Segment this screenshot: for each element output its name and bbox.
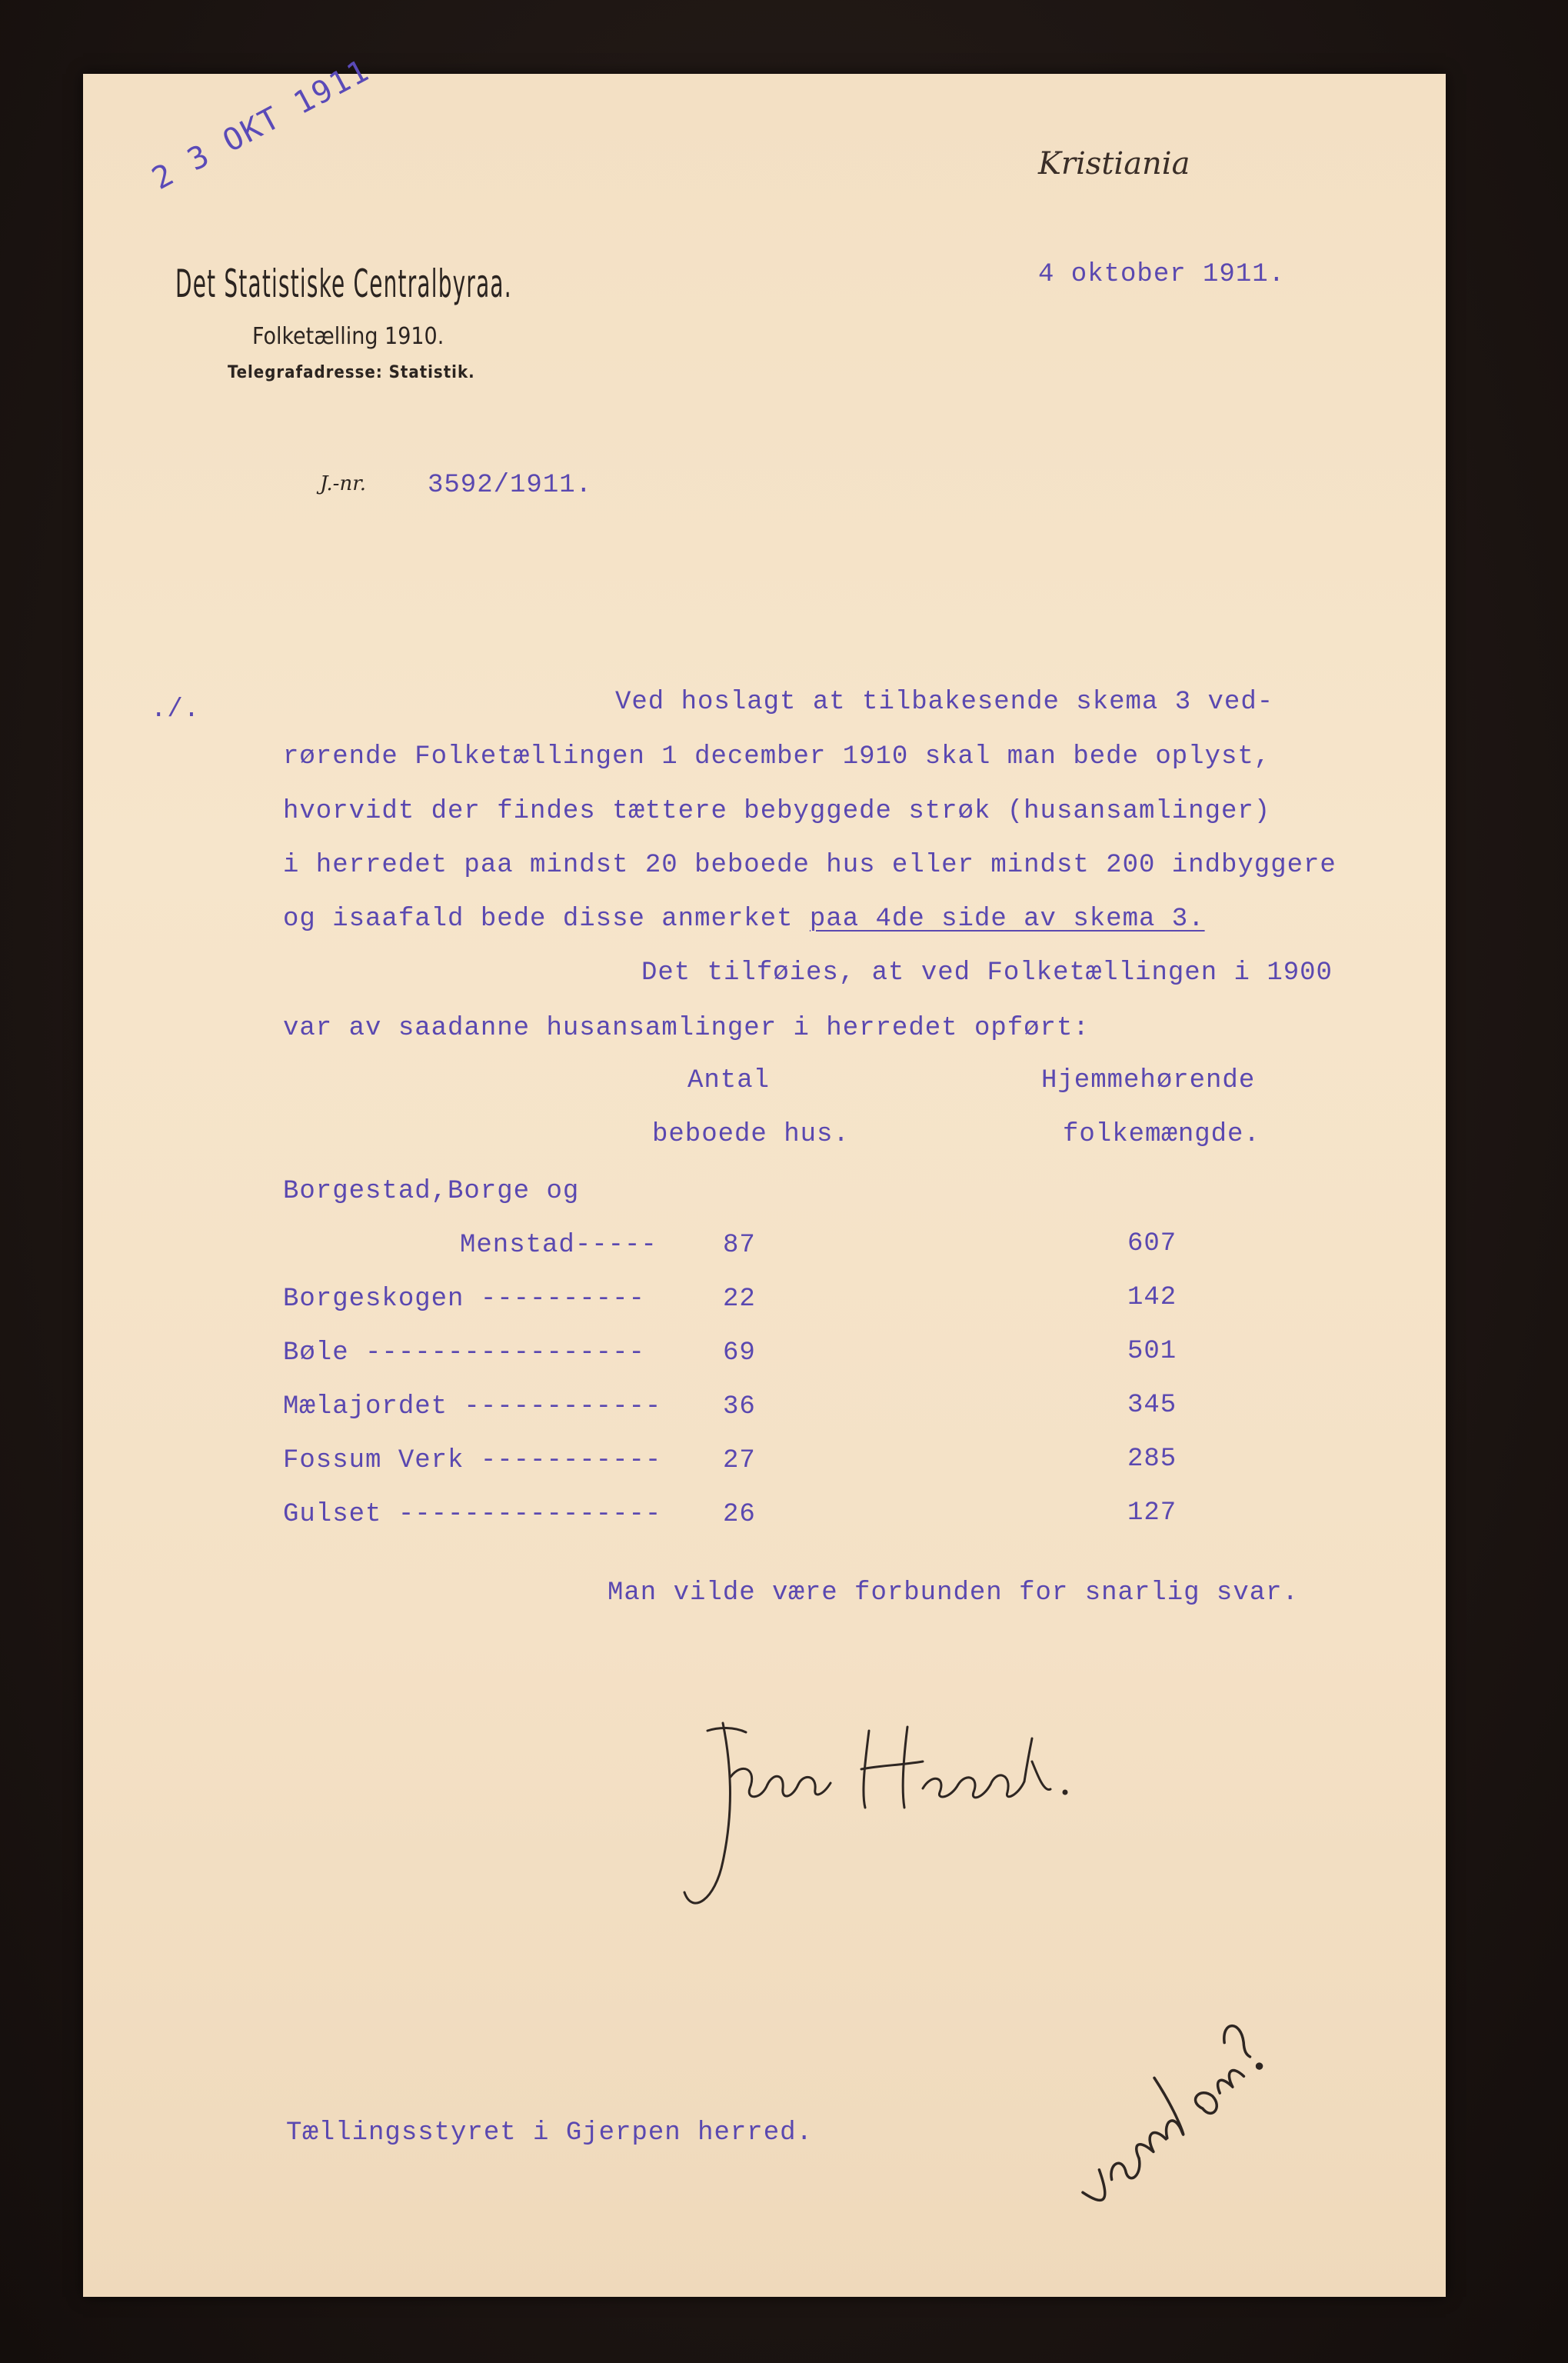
table-prelude: Borgestad,Borge og	[283, 1177, 580, 1206]
row-name: Bøle -----------------	[283, 1338, 645, 1368]
handnote-text: vend om?	[1038, 2229, 1042, 2230]
row-people: 285	[1127, 1445, 1177, 1474]
letter-date: 4 oktober 1911.	[1038, 260, 1286, 289]
row-name: Borgeskogen ----------	[283, 1285, 645, 1314]
addressee: Tællingsstyret i Gjerpen herred.	[286, 2118, 813, 2148]
body-line-4: i herredet paa mindst 20 beboede hus eller mindst 200 indbyggere	[283, 851, 1337, 880]
row-houses: 87	[723, 1231, 756, 1260]
row-people: 142	[1127, 1283, 1177, 1312]
letterhead-census: Folketælling 1910.	[252, 323, 444, 350]
col1-header-line2: beboede hus.	[652, 1120, 850, 1149]
row-people: 607	[1127, 1229, 1177, 1258]
underlined-reference: paa 4de side av skema 3.	[809, 905, 1205, 934]
row-name: Gulset ----------------	[283, 1500, 662, 1529]
row-name: Mælajordet ------------	[283, 1392, 662, 1421]
journal-number: 3592/1911.	[428, 471, 593, 500]
letterhead-telegraph: Telegrafadresse: Statistik.	[228, 363, 475, 382]
body-line-5-text: og isaafald bede disse anmerket	[283, 905, 810, 934]
row-people: 345	[1127, 1391, 1177, 1420]
col2-header-line1: Hjemmehørende	[1041, 1066, 1256, 1095]
signature-text: Jonas Haanshus.	[677, 1927, 684, 1928]
row-houses: 36	[723, 1392, 756, 1421]
row-name: Menstad-----	[460, 1231, 657, 1260]
col1-header-line1: Antal	[687, 1066, 771, 1095]
closing-line: Man vilde være forbunden for snarlig svar.	[608, 1578, 1299, 1608]
row-people: 501	[1127, 1337, 1177, 1366]
place-name: Kristiania	[1038, 146, 1190, 182]
body-line-1: Ved hoslagt at tilbakesende skema 3 ved-	[615, 688, 1274, 717]
body-line-5	[283, 905, 1205, 934]
body-line-3: hvorvidt der findes tættere bebyggede strøk (husansamlinger)	[283, 797, 1271, 826]
col2-header-line2: folkemængde.	[1063, 1120, 1260, 1149]
handwritten-signature	[677, 1715, 1077, 1931]
row-houses: 26	[723, 1500, 756, 1529]
enclosure-mark: ./.	[151, 695, 201, 725]
row-houses: 22	[723, 1285, 756, 1314]
received-date-stamp: 2 3 OKT 1911	[146, 52, 376, 197]
row-people: 127	[1127, 1498, 1177, 1528]
journal-label: J.-nr.	[320, 472, 367, 495]
letterhead-institution: Det Statistiske Centralbyraa.	[175, 262, 512, 306]
handwritten-note	[1038, 2000, 1300, 2231]
body-line-2: rørende Folketællingen 1 december 1910 skal man bede oplyst,	[283, 742, 1271, 772]
row-houses: 27	[723, 1446, 756, 1475]
row-name: Fossum Verk -----------	[283, 1446, 662, 1475]
row-houses: 69	[723, 1338, 756, 1368]
body-line-7: var av saadanne husansamlinger i herredet opført:	[283, 1014, 1090, 1043]
body-line-6: Det tilføies, at ved Folketællingen i 1900	[641, 958, 1333, 988]
